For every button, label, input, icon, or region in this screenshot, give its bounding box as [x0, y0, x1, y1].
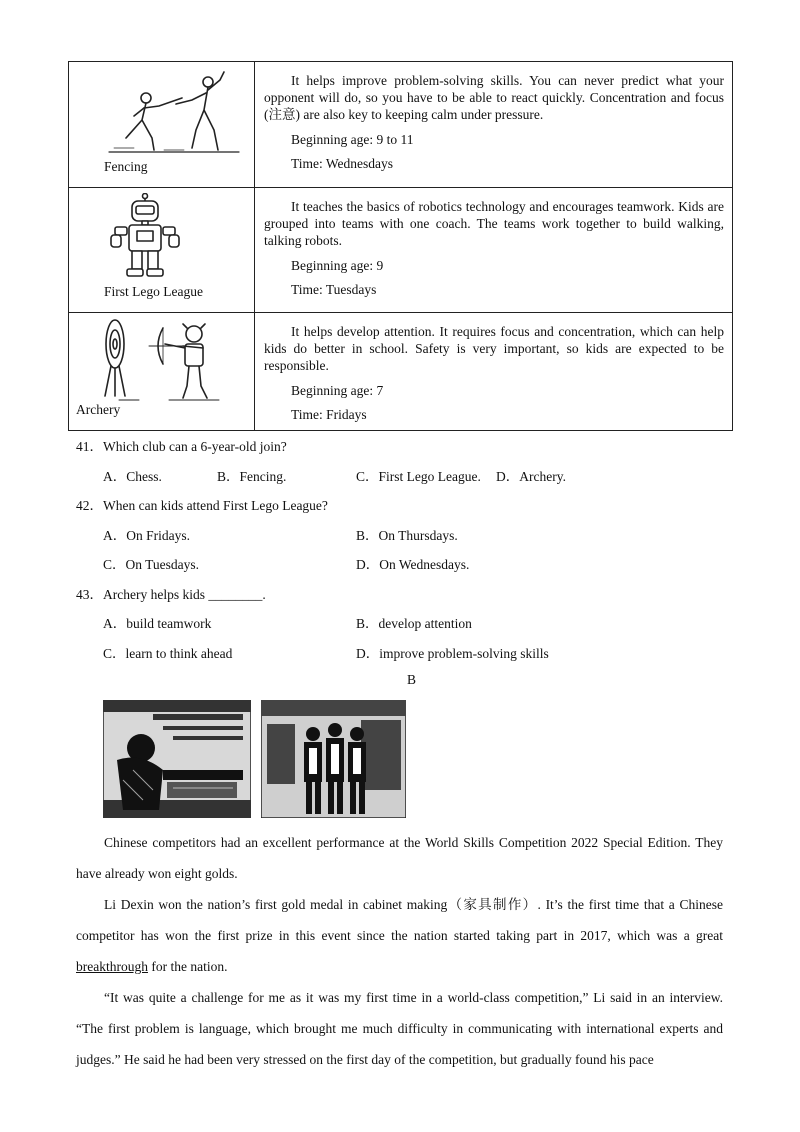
club-description: It helps improve problem-solving skills. You can never predict what your opponent will do, so you have to be able to react quickly. Concentration and focus (注意) are also key to keeping calm under pressure. [264, 73, 724, 122]
club-row-fencing [69, 62, 733, 188]
option-42-b[interactable]: B．On Thursdays. [356, 528, 458, 543]
club-image-cell [69, 188, 255, 313]
option-41-b[interactable]: B．Fencing. [217, 469, 287, 484]
club-image-cell [69, 62, 255, 188]
archery-illustration [99, 316, 239, 404]
option-43-d[interactable]: D．improve problem-solving skills [356, 646, 549, 661]
question-43: 43．Archery helps kids ________. [76, 587, 266, 602]
option-42-a[interactable]: A．On Fridays. [103, 528, 190, 543]
question-42: 42．When can kids attend First Lego League? [76, 498, 328, 513]
club-description: It teaches the basics of robotics technology and encourages teamwork. Kids are grouped into teams with one coach. The teams work together to build walking, talking robots. [264, 199, 724, 248]
passage-paragraph-2 [76, 889, 723, 982]
club-row-archery [69, 313, 733, 431]
option-43-b[interactable]: B．develop attention [356, 616, 472, 631]
club-description-cell [255, 313, 733, 431]
club-age: Beginning age: 9 to 11 [291, 132, 414, 147]
club-name: Fencing [104, 159, 148, 174]
paragraph-text: Chinese competitors had an excellent performance at the World Skills Competition 2022 Special Edition. They have already won eight golds. [76, 835, 723, 881]
club-description: It helps develop attention. It requires focus and concentration, which can help kids do better in school. Safety is very important, so kids are expected to be responsible. [264, 324, 724, 373]
medalists-photo [261, 700, 406, 818]
club-description-cell [255, 62, 733, 188]
club-table [68, 61, 733, 431]
fencing-illustration [104, 68, 244, 158]
option-43-c[interactable]: C．learn to think ahead [103, 646, 233, 661]
club-image-cell [69, 313, 255, 431]
club-time: Time: Wednesdays [291, 156, 394, 171]
club-age: Beginning age: 9 [291, 258, 384, 273]
option-41-a[interactable]: A．Chess. [103, 469, 162, 484]
paragraph-text: “It was quite a challenge for me as it was my first time in a world-class competition,” Li said in an interview. “The first problem is language, which brought me much difficulty in communicating with international experts and judges.” He said he had been very stressed on the first day of the competition, but gradually found his pace [76, 990, 723, 1067]
cabinet-making-photo [103, 700, 251, 818]
club-time: Time: Tuesdays [291, 282, 377, 297]
club-description-cell [255, 188, 733, 313]
passage-paragraph-3 [76, 982, 723, 1075]
section-heading: B [407, 672, 417, 687]
paragraph-text: Li Dexin won the nation’s first gold medal in cabinet making（家具制作）. It’s the first time that a Chinese competitor has won the first prize in this event since the nation started taking part in 2017, which was a great [76, 897, 723, 943]
option-42-c[interactable]: C．On Tuesdays. [103, 557, 200, 572]
option-42-d[interactable]: D．On Wednesdays. [356, 557, 470, 572]
club-name: First Lego League [104, 284, 203, 299]
option-41-d[interactable]: D．Archery. [496, 469, 566, 484]
robot-illustration [105, 193, 185, 279]
club-name: Archery [76, 402, 121, 417]
passage-paragraph-1 [76, 827, 723, 889]
option-41-c[interactable]: C．First Lego League. [356, 469, 481, 484]
club-age: Beginning age: 7 [291, 383, 384, 398]
club-row-lego [69, 188, 733, 313]
club-time: Time: Fridays [291, 407, 367, 422]
underlined-word: breakthrough [76, 959, 148, 974]
option-43-a[interactable]: A．build teamwork [103, 616, 212, 631]
paragraph-text: for the nation. [147, 959, 228, 974]
question-41: 41．Which club can a 6-year-old join? [76, 439, 287, 454]
